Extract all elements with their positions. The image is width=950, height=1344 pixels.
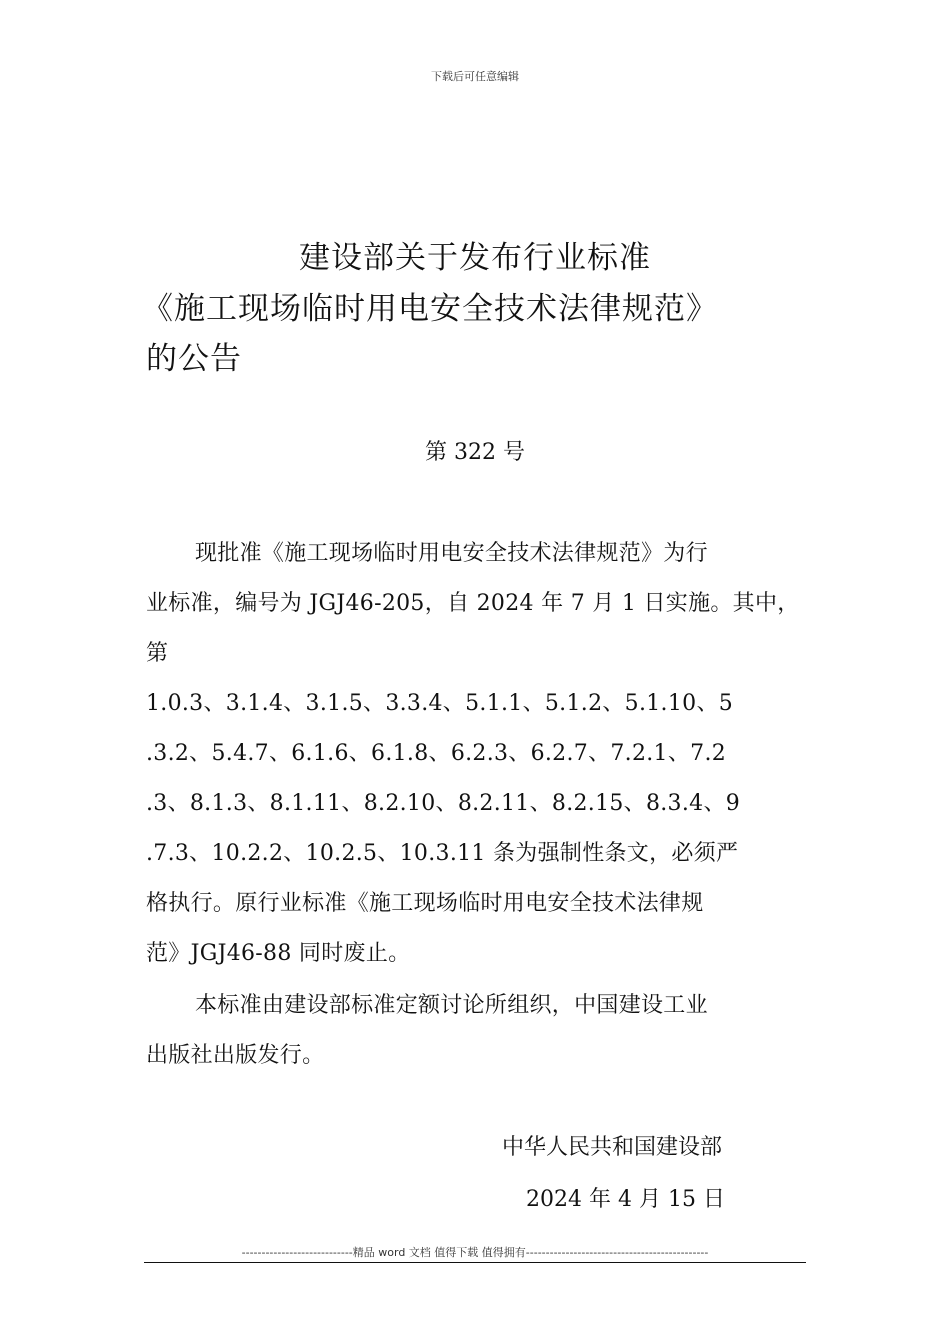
- title-line-2: 《施工现场临时用电安全技术法律规范》: [142, 291, 718, 327]
- title-line-1: 建设部关于发布行业标准: [299, 240, 651, 276]
- body-line: .3、8.1.3、8.1.11、8.2.10、8.2.11、8.2.15、8.3.4、9: [146, 791, 741, 816]
- body-line: .3.2、5.4.7、6.1.6、6.1.8、6.2.3、6.2.7、7.2.1、7.2: [146, 741, 727, 766]
- body-line: 第: [146, 641, 169, 666]
- title-line-3: 的公告: [146, 341, 242, 377]
- footer-rule: [144, 1262, 806, 1263]
- document-number: 第 322 号: [425, 440, 525, 465]
- body-line: 出版社出版发行。: [146, 1043, 325, 1068]
- signature-org: 中华人民共和国建设部: [502, 1135, 723, 1160]
- header-note: 下载后可任意编辑: [431, 70, 519, 83]
- body-line: 1.0.3、3.1.4、3.1.5、3.3.4、5.1.1、5.1.2、5.1.10、5: [146, 691, 734, 716]
- body-line: 本标准由建设部标准定额讨论所组织，中国建设工业: [195, 993, 708, 1018]
- body-line: .7.3、10.2.2、10.2.5、10.3.11 条为强制性条文，必须严: [146, 841, 739, 866]
- body-line: 业标准，编号为 JGJ46-205，自 2024 年 7 月 1 日实施。其中，: [146, 591, 800, 616]
- body-line: 格执行。原行业标准《施工现场临时用电安全技术法律规: [146, 891, 704, 916]
- body-line: 范》JGJ46-88 同时废止。: [146, 941, 411, 966]
- signature-date: 2024 年 4 月 15 日: [526, 1187, 725, 1212]
- body-line: 现批准《施工现场临时用电安全技术法律规范》为行: [195, 541, 708, 566]
- footer-text: ----------------------------精品 word 文档 值得下载 值得拥有----------------------------------------------: [241, 1246, 709, 1259]
